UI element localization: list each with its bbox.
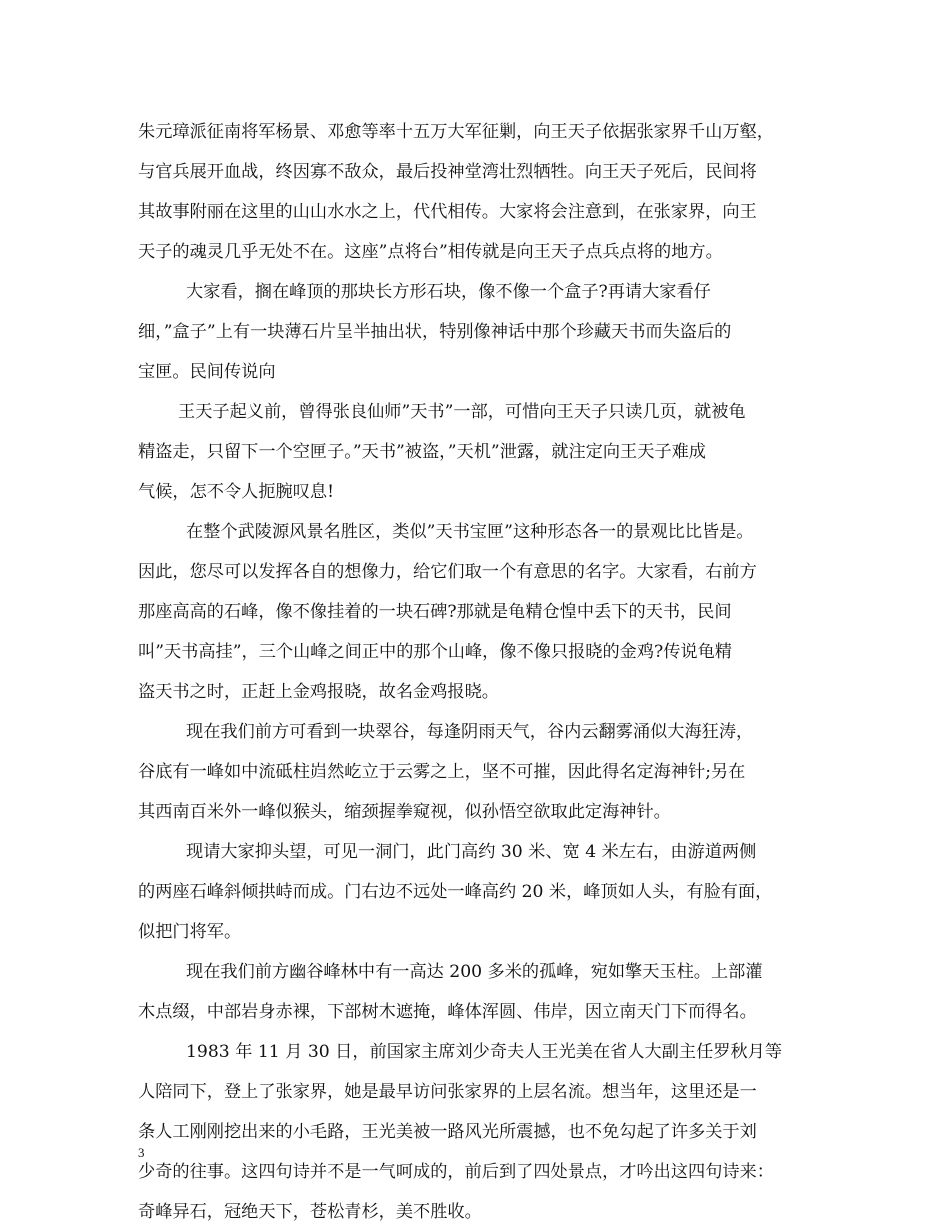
text-line: 天子的魂灵几乎无处不在。这座”点将台”相传就是向王天子点兵点将的地方。 [138, 242, 723, 262]
text-line: 少奇的往事。这四句诗并不是一气呵成的，前后到了四处景点，才吟出这四句诗来： [138, 1162, 774, 1182]
text-line: 细，”盒子”上有一块薄石片呈半抽出状，特别像神话中那个珍藏天书而失盗后的 [138, 322, 732, 342]
text-line: 谷底有一峰如中流砥柱岿然屹立于云雾之上，坚不可摧，因此得名定海神针;另在 [138, 762, 746, 782]
text-line: 精盗走，只留下一个空匣子。”天书”被盗，”天机”泄露，就注定向王天子难成 [138, 442, 706, 462]
text-line: 似把门将军。 [138, 922, 242, 942]
text-line: 那座高高的石峰，像不像挂着的一块石碑?那就是龟精仓惶中丢下的天书，民间 [138, 602, 732, 622]
document-body [138, 112, 828, 1232]
text-line: 木点缀，中部岩身赤裸，下部树木遮掩，峰体浑圆、伟岸，因立南天门下而得名。 [138, 1002, 757, 1022]
text-line: 因此，您尽可以发挥各自的想像力，给它们取一个有意思的名字。大家看，右前方 [138, 562, 757, 582]
text-line: 奇峰异石，冠绝天下，苍松青杉，美不胜收。 [138, 1202, 482, 1222]
text-line: 大家看，搁在峰顶的那块长方形石块，像不像一个盒子?再请大家看仔 [186, 282, 711, 302]
text-line: 1983 年 11 月 30 日，前国家主席刘少奇夫人王光美在省人大副主任罗秋月等 [186, 1042, 783, 1062]
text-line: 叫”天书高挂”，三个山峰之间正中的那个山峰，像不像只报晓的金鸡?传说龟精 [138, 642, 732, 662]
text-line: 条人工刚刚挖出来的小毛路，王光美被一路风光所震撼，也不免勾起了许多关于刘 [138, 1122, 757, 1142]
text-line: 人陪同下，登上了张家界，她是最早访问张家界的上层名流。想当年，这里还是一 [138, 1082, 757, 1102]
text-line: 在整个武陵源风景名胜区，类似”天书宝匣”这种形态各一的景观比比皆是。 [186, 522, 754, 542]
text-line: 气候，怎不令人扼腕叹息! [138, 482, 334, 502]
text-line: 朱元璋派征南将军杨景、邓愈等率十五万大军征剿，向王天子依据张家界千山万壑， [138, 122, 774, 142]
text-line: 现在我们前方幽谷峰林中有一高达 200 多米的孤峰，宛如擎天玉柱。上部灌 [186, 962, 763, 982]
text-line: 盗天书之时，正赶上金鸡报晓，故名金鸡报晓。 [138, 682, 499, 702]
text-line: 宝匣。民间传说向 [138, 362, 276, 382]
text-line: 其故事附丽在这里的山山水水之上，代代相传。大家将会注意到，在张家界，向王 [138, 202, 757, 222]
text-line: 的两座石峰斜倾拱峙而成。门右边不远处一峰高约 20 米，峰顶如人头，有脸有面， [138, 882, 773, 902]
text-line: 其西南百米外一峰似猴头，缩颈握拳窥视，似孙悟空欲取此定海神针。 [138, 802, 671, 822]
text-line: 王天子起义前，曾得张良仙师”天书”一部，可惜向王天子只读几页，就被龟 [178, 402, 746, 422]
text-line: 现请大家抑头望，可见一洞门，此门高约 30 米、宽 4 米左右，由游道两侧 [186, 842, 757, 862]
text-line: 与官兵展开血战，终因寡不敌众，最后投神堂湾壮烈牺牲。向王天子死后，民间将 [138, 162, 757, 182]
text-line: 现在我们前方可看到一块翠谷，每逢阴雨天气，谷内云翻雾涌似大海狂涛， [186, 722, 754, 742]
page-number: 3 [138, 1145, 145, 1160]
